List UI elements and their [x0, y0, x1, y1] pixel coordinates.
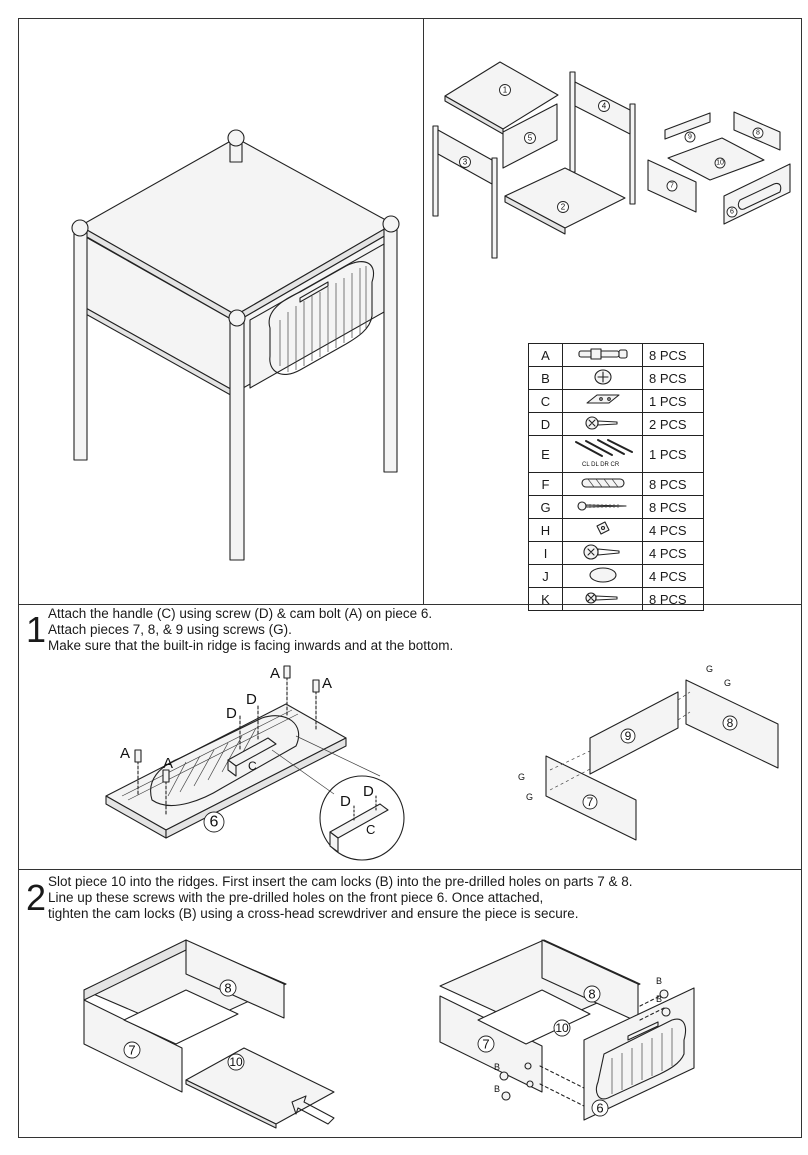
part-qty: 2 PCS [643, 413, 704, 436]
piece-10-label: 10 [716, 159, 724, 167]
parts-row [529, 473, 704, 496]
step1-label-a3: A [270, 665, 281, 682]
part-letter: D [529, 413, 563, 436]
parts-row [529, 496, 704, 519]
legs-set-icon [568, 438, 638, 468]
part-letter: A [529, 344, 563, 367]
part-letter: G [529, 496, 563, 519]
step-1-line-3: Make sure that the built-in ridge is facing inwards and at the bottom. [48, 638, 454, 653]
step2-label-b2: B [494, 1084, 501, 1094]
step2-left-piece-10-label: 10 [229, 1055, 243, 1069]
step1-label-d1: D [226, 705, 237, 722]
cam-bolt-icon [573, 347, 633, 361]
part-letter: F [529, 473, 563, 496]
part-qty: 4 PCS [643, 542, 704, 565]
step-1-line-1: Attach the handle (C) using screw (D) & cam bolt (A) on piece 6. [48, 606, 433, 621]
piece-7-label: 7 [670, 182, 674, 190]
step-2-line-2: Line up these screws with the pre-drilled holes on the front piece 6. Once attached, [48, 890, 544, 905]
part-letter: B [529, 367, 563, 390]
parts-row [529, 519, 704, 542]
piece-8-label: 8 [756, 129, 760, 137]
step-2-drawing [0, 870, 808, 1140]
step1-piece-9-label: 9 [624, 729, 632, 743]
parts-row [529, 436, 704, 473]
exploded-view-drawing [0, 0, 808, 300]
step-1-number: 1 [26, 609, 47, 650]
step1-label-a4: A [322, 675, 333, 692]
short-screw-icon [583, 415, 623, 431]
parts-row [529, 367, 704, 390]
cam-lock-icon [591, 368, 615, 386]
step1-label-g3: G [518, 772, 526, 782]
step2-label-b3: B [656, 976, 663, 986]
step2-right-piece-6-label: 6 [596, 1100, 604, 1116]
part-qty: 4 PCS [643, 519, 704, 542]
step2-right-piece-8-label: 8 [588, 986, 596, 1002]
parts-row [529, 344, 704, 367]
step2-right-piece-7-label: 7 [482, 1036, 490, 1052]
piece-5-label: 5 [527, 133, 533, 143]
step-1-drawing [0, 600, 808, 870]
step1-label-d2: D [246, 691, 257, 708]
step1-piece-8-label: 8 [726, 716, 734, 730]
part-letter: K [529, 588, 563, 611]
step2-label-b1: B [494, 1062, 501, 1072]
step-2-number: 2 [26, 877, 47, 918]
step1-label-a1: A [120, 745, 131, 762]
felt-pad-icon [586, 566, 620, 584]
piece-3-label: 3 [462, 157, 468, 167]
step1-label-g4: G [526, 792, 534, 802]
step1-zoom-label-d1: D [340, 793, 351, 810]
part-qty: 8 PCS [643, 473, 704, 496]
piece-9-label: 9 [688, 133, 692, 141]
step-1-line-2: Attach pieces 7, 8, & 9 using screws (G). [48, 622, 292, 637]
piece-4-label: 4 [601, 101, 607, 111]
piece-6-label: 6 [730, 208, 734, 216]
piece-2-label: 2 [560, 202, 566, 212]
part-qty: 1 PCS [643, 436, 704, 473]
step2-right-piece-10-label: 10 [555, 1021, 569, 1035]
step-2-line-3: tighten the cam locks (B) using a cross-head screwdriver and ensure the piece is secure. [48, 906, 579, 921]
part-qty: 8 PCS [643, 367, 704, 390]
parts-row [529, 390, 704, 413]
part-qty: 8 PCS [643, 496, 704, 519]
part-letter: E [529, 436, 563, 473]
step-2-line-1: Slot piece 10 into the ridges. First insert the cam locks (B) into the pre-drilled holes on parts 7 & 8. [48, 874, 633, 889]
step2-left-piece-7-label: 7 [128, 1042, 136, 1058]
part-qty: 8 PCS [643, 588, 704, 611]
step1-label-g2: G [724, 678, 732, 688]
step2-left-piece-8-label: 8 [224, 980, 232, 996]
legs-sub-labels: CL DL DR CR [581, 461, 619, 468]
step1-label-c: C [248, 759, 257, 773]
step1-piece-7-label: 7 [586, 795, 594, 809]
step1-zoom-label-d2: D [363, 783, 374, 800]
handle-bracket-icon [583, 392, 623, 408]
parts-row [529, 565, 704, 588]
part-qty: 8 PCS [643, 344, 704, 367]
hardware-parts-table [528, 343, 704, 611]
part-qty: 4 PCS [643, 565, 704, 588]
piece-1-label: 1 [502, 85, 508, 95]
step1-piece-6-label: 6 [209, 813, 219, 831]
part-letter: H [529, 519, 563, 542]
step1-zoom-label-c: C [366, 822, 376, 837]
part-letter: I [529, 542, 563, 565]
part-qty: 1 PCS [643, 390, 704, 413]
parts-row [529, 413, 704, 436]
long-screw-icon [576, 500, 630, 512]
wooden-dowel-icon [578, 475, 628, 491]
step1-label-a2: A [163, 755, 174, 772]
step1-label-g1: G [706, 664, 714, 674]
part-letter: C [529, 390, 563, 413]
large-screw-icon [581, 543, 625, 561]
step2-label-b4: B [656, 994, 663, 1004]
corner-bracket-icon [593, 520, 613, 538]
parts-row [529, 542, 704, 565]
part-letter: J [529, 565, 563, 588]
